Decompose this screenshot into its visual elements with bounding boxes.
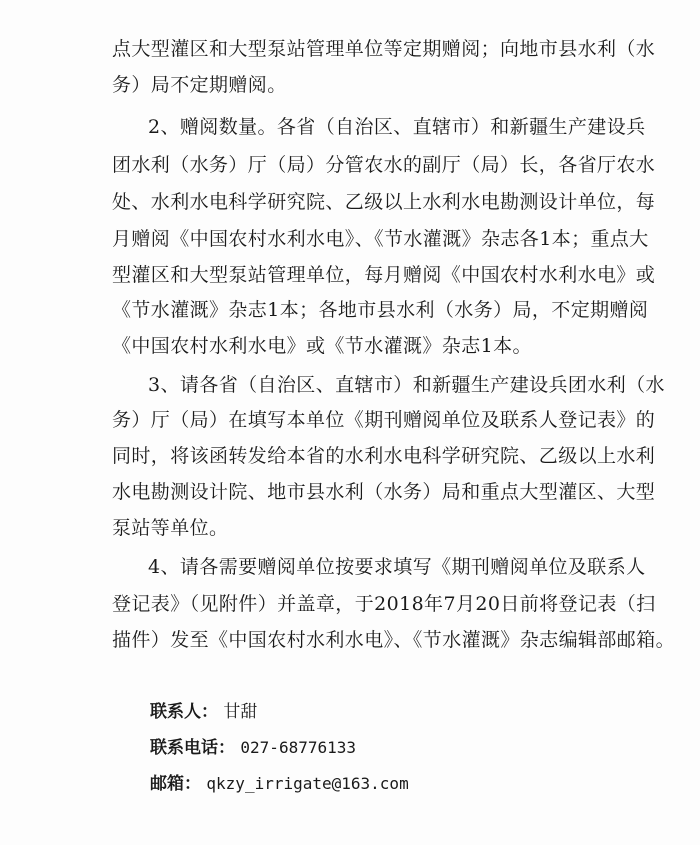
text-line: 描件）发至《中国农村水利水电》、《节水灌溉》杂志编辑部邮箱。 [112,629,676,651]
contact-phone [150,736,356,760]
text-line: 登记表》（见附件）并盖章，于2018年7月20日前将登记表（扫 [112,593,656,615]
contact-email-value[interactable]: qkzy_irrigate@163.com [206,774,409,793]
text-line: 团水利（水务）厅（局）分管农水的副厅（局）长，各省厅农水 [112,154,656,176]
contact-person-label: 联系人： [150,702,218,722]
text-line: 点大型灌区和大型泵站管理单位等定期赠阅；向地市县水利（水 [112,38,656,60]
text-line: 4、请各需要赠阅单位按要求填写《期刊赠阅单位及联系人 [148,556,646,578]
text-line: 务）厅（局）在填写本单位《期刊赠阅单位及联系人登记表》的 [112,409,656,431]
text-line: 型灌区和大型泵站管理单位，每月赠阅《中国农村水利水电》或 [112,264,656,286]
contact-email [150,772,409,796]
text-line: 《节水灌溉》杂志1本；各地市县水利（水务）局，不定期赠阅 [112,299,649,321]
text-line: 月赠阅《中国农村水利水电》、《节水灌溉》杂志各1本；重点大 [112,228,649,250]
text-line: 处、水利水电科学研究院、乙级以上水利水电勘测设计单位，每 [112,191,656,213]
text-line: 同时，将该函转发给本省的水利水电科学研究院、乙级以上水利 [112,445,656,467]
text-line: 泵站等单位。 [112,517,229,539]
text-line: 水电勘测设计院、地市县水利（水务）局和重点大型灌区、大型 [112,481,656,503]
contact-person-value: 甘甜 [223,702,258,722]
contact-person [150,700,257,724]
text-line: 务）局不定期赠阅。 [112,74,287,96]
contact-phone-label: 联系电话： [150,738,235,758]
contact-phone-value: 027-68776133 [240,738,356,757]
text-line: 3、请各省（自治区、直辖市）和新疆生产建设兵团水利（水 [148,374,665,396]
text-line: 2、赠阅数量。各省（自治区、直辖市）和新疆生产建设兵 [148,116,646,138]
contact-email-label: 邮箱： [150,774,201,794]
text-line: 《中国农村水利水电》或《节水灌溉》杂志1本。 [112,335,532,357]
